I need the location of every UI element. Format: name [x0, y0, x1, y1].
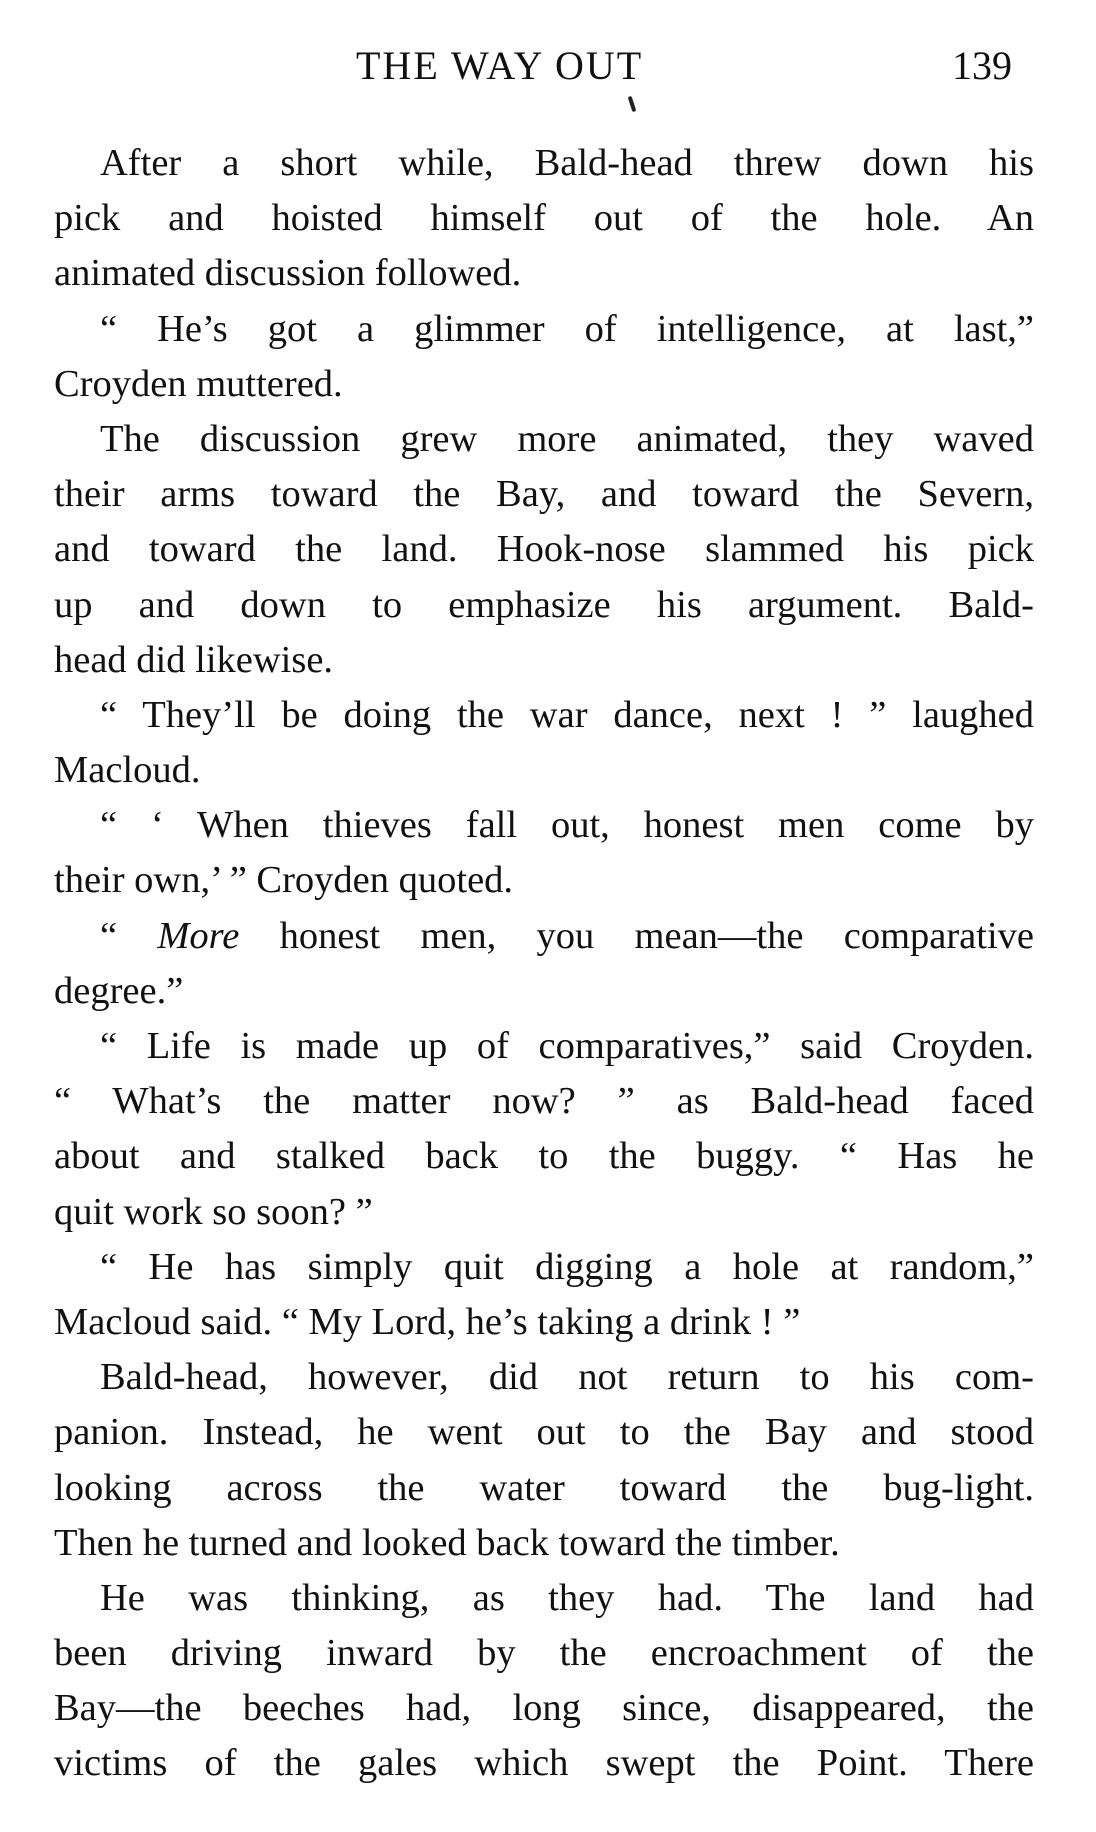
text-line: “ Life is made up of comparatives,” said Croyden. [100, 1025, 1034, 1067]
text-line: Macloud. [54, 749, 201, 792]
text-line: about and stalked back to the buggy. “ Has he [54, 1135, 1034, 1178]
ink-mark [628, 96, 637, 112]
text-line: After a short while, Bald-head threw down his [100, 142, 1034, 184]
text-line: “ He has simply quit digging a hole at random,” [100, 1245, 1034, 1288]
text-line: “ What’s the matter now? ” as Bald-head faced [54, 1080, 1034, 1123]
text-line: He was thinking, as they had. The land had [100, 1576, 1034, 1619]
running-title: THE WAY OUT [356, 43, 644, 88]
text-line: “ They’ll be doing the war dance, next ! ” laughed [100, 693, 1034, 736]
page-number: 139 [952, 43, 1012, 88]
text-line: head did likewise. [54, 638, 334, 681]
text-line-with-italic [54, 909, 1034, 964]
text-line: panion. Instead, he went out to the Bay and stood [54, 1411, 1034, 1454]
text-line: victims of the gales which swept the Point. There [54, 1742, 1034, 1785]
text-line: looking across the water toward the bug-light. [54, 1466, 1034, 1509]
text-line: “ He’s got a glimmer of intelligence, at last,” [100, 307, 1034, 350]
open-quote: “ [100, 914, 158, 957]
page-header [0, 36, 1096, 96]
text-line: “ ‘ When thieves fall out, honest men come by [100, 804, 1034, 847]
text-line: Croyden muttered. [54, 362, 343, 405]
text-line: Bald-head, however, did not return to his com- [100, 1356, 1034, 1399]
text-line: their arms toward the Bay, and toward the Severn, [54, 473, 1034, 516]
italic-word: More [157, 914, 240, 957]
text-line: quit work so soon? ” [54, 1190, 373, 1233]
text-line: Bay—the beeches had, long since, disappeared, the [54, 1687, 1034, 1730]
text-line: pick and hoisted himself out of the hole. An [54, 197, 1034, 240]
body-text [54, 136, 1034, 1792]
text-line-rest: honest men, you mean—the comparative [279, 914, 1034, 957]
text-line: Macloud said. “ My Lord, he’s taking a drink ! ” [54, 1300, 801, 1343]
text-line: been driving inward by the encroachment of the [54, 1632, 1034, 1675]
text-line: up and down to emphasize his argument. Bald- [54, 583, 1034, 626]
text-line: animated discussion followed. [54, 252, 522, 295]
text-line: their own,’ ” Croyden quoted. [54, 859, 514, 902]
text-line: degree.” [54, 969, 184, 1012]
text-line: The discussion grew more animated, they waved [100, 417, 1034, 460]
text-line: and toward the land. Hook-nose slammed his pick [54, 528, 1034, 571]
text-line: Then he turned and looked back toward the timber. [54, 1521, 840, 1564]
